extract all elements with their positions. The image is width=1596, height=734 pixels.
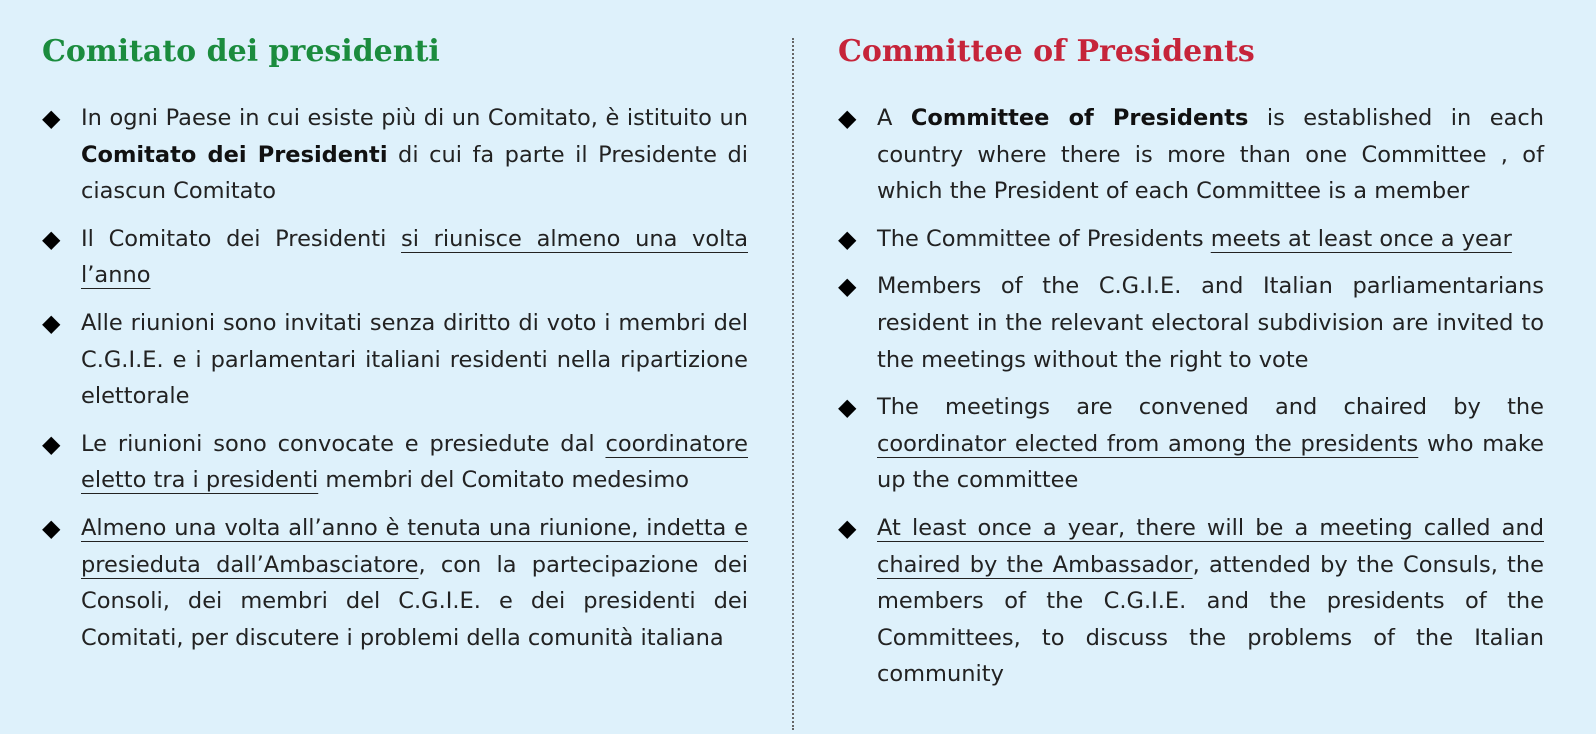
- list-item: [42, 221, 748, 294]
- diamond-bullet-icon: ◆: [838, 513, 857, 542]
- body-text: Alle riunioni sono invitati senza diritto di voto i membri del C.G.I.E. e i parlamentari italiani residenti nella ripartizione elettorale: [81, 309, 748, 410]
- bold-text: Committee of Presidents: [910, 105, 1249, 131]
- diamond-bullet-icon: ◆: [42, 513, 61, 542]
- underlined-text: meets at least once a year: [1210, 225, 1512, 252]
- body-text: , con la partecipazione dei Consoli, dei membri del C.G.I.E. e dei presidenti dei Comitati, per discutere i problemi della comunità italiana: [81, 551, 748, 651]
- italian-column: [42, 30, 748, 667]
- english-title: Committee of Presidents: [838, 34, 1255, 69]
- list-item: [838, 221, 1544, 258]
- list-item: [42, 305, 748, 415]
- list-item: [838, 268, 1544, 378]
- diamond-bullet-icon: ◆: [838, 104, 857, 132]
- body-text: Il Comitato dei Presidenti: [81, 225, 402, 252]
- body-text: is established in each country where there is more than one Committee , of which the President of each Committee is a member: [877, 105, 1544, 205]
- body-text: Le riunioni sono convocate e presiedute dal: [81, 430, 606, 457]
- body-text: , attended by the Consuls, the members of the C.G.I.E. and the presidents of the Committees, to discuss the problems of the Italian community: [877, 551, 1544, 688]
- underlined-text: Almeno una volta all’anno è tenuta una riunione, indetta e presieduta dall’Ambasciatore: [81, 514, 748, 578]
- underlined-text: coordinator elected from among the presidents: [877, 430, 1419, 457]
- diamond-bullet-icon: ◆: [838, 272, 857, 301]
- body-text: The Committee of Presidents: [877, 225, 1211, 252]
- list-item: [838, 389, 1544, 499]
- body-text: who make up the committee: [877, 430, 1544, 494]
- list-item: [838, 510, 1544, 693]
- diamond-bullet-icon: ◆: [838, 393, 857, 422]
- list-item: [42, 510, 748, 656]
- body-text: membri del Comitato medesimo: [318, 467, 690, 494]
- body-text: The meetings are convened and chaired by the: [877, 394, 1544, 421]
- diamond-bullet-icon: ◆: [42, 224, 61, 253]
- diamond-bullet-icon: ◆: [42, 104, 61, 132]
- list-item: [42, 426, 748, 499]
- underlined-text: coordinatore eletto tra i presidenti: [81, 430, 748, 494]
- diamond-bullet-icon: ◆: [42, 429, 61, 458]
- italian-title: Comitato dei presidenti: [42, 34, 440, 69]
- body-text: A: [877, 105, 911, 131]
- column-divider: [792, 38, 794, 730]
- english-list: [838, 100, 1544, 693]
- list-item: [838, 100, 1544, 210]
- italian-list: [42, 100, 748, 656]
- body-text: di cui fa parte il Presidente di ciascun Comitato: [81, 141, 748, 205]
- diamond-bullet-icon: ◆: [42, 308, 61, 337]
- underlined-text: At least once a year, there will be a meeting called and chaired by the Ambassador: [877, 514, 1544, 578]
- diamond-bullet-icon: ◆: [838, 224, 857, 253]
- bold-text: Comitato dei Presidenti: [81, 141, 388, 168]
- list-item: [42, 100, 748, 210]
- english-column: [838, 30, 1544, 704]
- underlined-text: si riunisce almeno una volta l’anno: [81, 225, 749, 289]
- body-text: In ogni Paese in cui esiste più di un Comitato, è istituito un: [81, 105, 748, 131]
- body-text: Members of the C.G.I.E. and Italian parliamentarians resident in the relevant electoral subdivision are invited to the meetings without the right to vote: [877, 273, 1544, 373]
